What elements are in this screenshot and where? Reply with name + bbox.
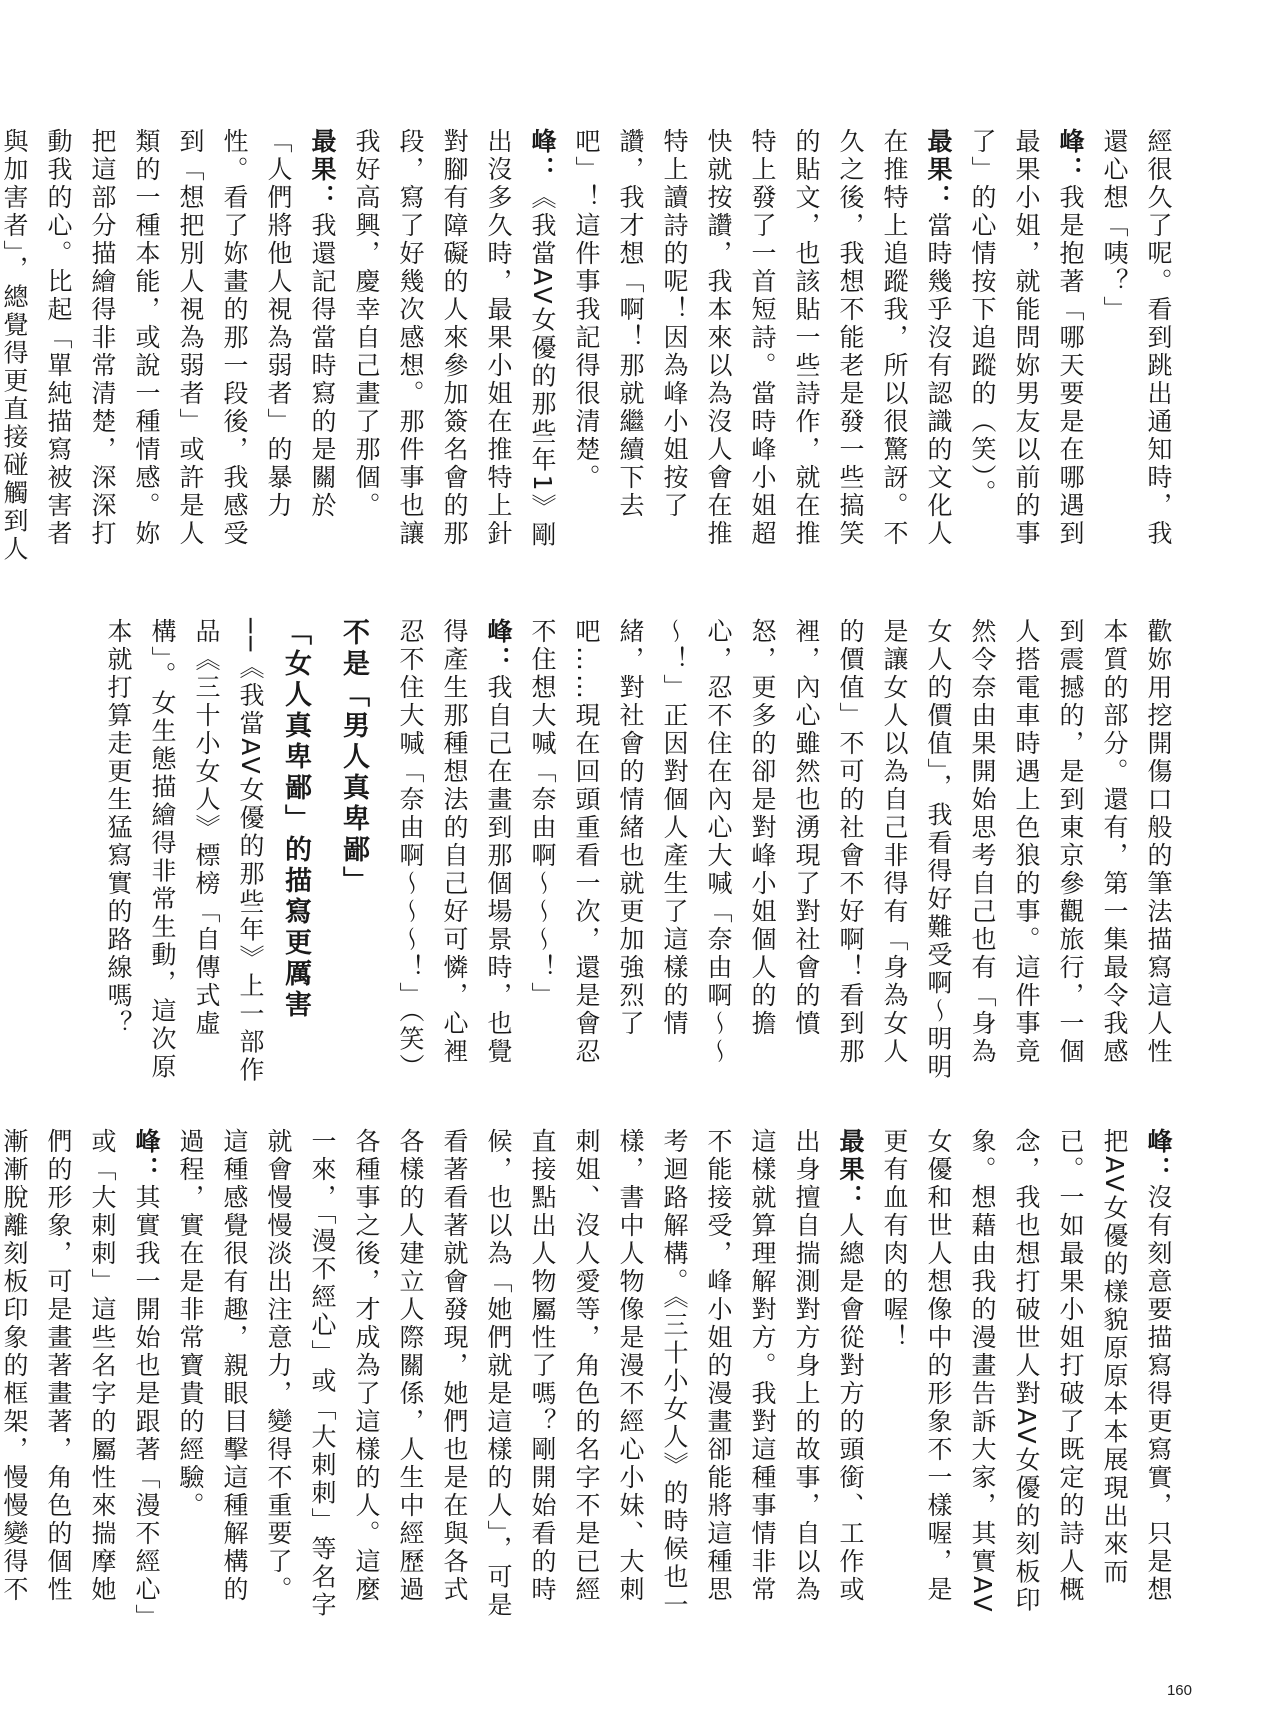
paragraph	[0, 128, 344, 568]
paragraph-text: 經很久了呢。看到跳出通知時，我還心想「咦？」	[1100, 128, 1173, 548]
speaker-label: 最果：	[924, 128, 953, 212]
paragraph-text: 沒有刻意要描寫得更寫實，只是想把AV女優的樣貌原原本本展現出來而已。一如最果小姐打破了既定的詩人概念，我也想打破世人對AV女優的刻板印象。想藉由我的漫畫告訴大家，其實AV女優和世人想像中的形象不一樣喔，是更有血有肉的喔！	[880, 1128, 1173, 1615]
speaker-label: 峰：	[1056, 128, 1085, 184]
paragraph	[872, 1128, 1180, 1628]
paragraph-text: 人總是會從對方的頭銜、工作或出身擅自揣測對方身上的故事，自以為這樣就算理解對方。我對這種事情非常不能接受，峰小姐的漫畫卻能將這種思考迴路解構。《三十小女人》的時候也一樣，書中人物像是漫不經心小妹、大刺刺姐、沒人愛等，角色的名字不是已經直接點出人物屬性了嗎？剛開始看的時候，也以為「她們就是這樣的人」，可是看著看著就會發現，她們也是在與各式各樣的人建立人際關係，人生中經歷過各種事之後，才成為了這樣的人。這麼一來，「漫不經心」或「大刺刺」等名字就會慢慢淡出注意力，變得不重要了。這種感覺很有趣，親眼目擊這種解構的過程，實在是非常寶貴的經驗。	[176, 1128, 865, 1620]
paragraph-text: 我還記得當時寫的是關於「人們將他人視為弱者」的暴力性。看了妳畫的那一段後，我感受到「想把別人視為弱者」或許是人類的一種本能，或說一種情感。妳把這部分描繪得非常清楚，深深打動我的心。比起「單純描寫被害者與加害者」，總覺得更直接碰觸到人	[0, 128, 337, 564]
paragraph	[960, 128, 1092, 568]
text-block-top	[0, 128, 1180, 568]
paragraph-text: 歡妳用挖開傷口般的筆法描寫這人性本質的部分。還有，第一集最令我感到震撼的，是到東京參觀旅行，一個人搭電車時遇上色狼的事。這件事竟然令奈由果開始思考自己也有「身為女人的價值」，我看得好難受啊～明明是讓女人以為自己非得有「身為女人的價值」不可的社會不好啊！看到那裡，內心雖然也湧現了對社會的憤怒，更多的卻是對峰小姐個人的擔心，忍不住在內心大喊「奈由啊～～～！」正因對個人產生了這樣的情緒，對社會的情緒也就更加強烈了吧……現在回頭重看一次，還是會忍不住想大喊「奈由啊～～～！」	[528, 618, 1173, 1082]
paragraph-text: 《我當AV女優的那些年1》剛出沒多久時，最果小姐在推特上針對腳有障礙的人來參加簽名會的那段，寫了好幾次感想。那件事也讓我好高興，慶幸自己畫了那個。	[352, 128, 557, 550]
paragraph	[168, 1128, 872, 1628]
page-number: 160	[1166, 1682, 1192, 1699]
text-block-middle	[104, 618, 1180, 1086]
section-heading: 「女人真卑鄙」的描寫更厲害	[280, 618, 311, 1021]
speaker-label: 峰：	[484, 618, 513, 674]
speaker-label: 最果：	[308, 128, 337, 212]
paragraph-text: 當時幾乎沒有認識的文化人在推特上追蹤我，所以很驚訝。不久之後，我想不能老是發一些搞笑的貼文，也該貼一些詩作，就在推特上發了一首短詩。當時峰小姐超快就按讚，我本來以為沒人會在推特上讀詩的呢！因為峰小姐按了讚，我才想「啊！那就繼續下去吧」！這件事我記得很清楚。	[572, 128, 953, 548]
speaker-label: 峰：	[132, 1128, 161, 1184]
interviewer-question: ──《我當AV女優的那些年》上一部作品《三十小女人》標榜「自傳式虛構」。女生態描繪得非常生動，這次原本就打算走更生猛寫實的路線嗎？	[104, 618, 265, 1085]
text-block-bottom	[0, 1128, 1180, 1628]
paragraph-text: 其實我一開始也是跟著「漫不經心」或「大刺刺」這些名字的屬性來揣摩她們的形象，可是畫著畫著，角色的個性漸漸脫離刻板印象的框架，慢慢變得不	[0, 1128, 161, 1620]
paragraph-text: 我自己在畫到那個場景時，也覺得產生那種想法的自己好可憐，心裡忍不住大喊「奈由啊～～～！」（笑）	[396, 618, 513, 1082]
paragraph	[0, 1128, 168, 1628]
paragraph	[1092, 128, 1180, 568]
speaker-label: 峰：	[528, 128, 557, 184]
paragraph-text: 我是抱著「哪天要是在哪遇到最果小姐，就能問妳男友以前的事了」的心情按下追蹤的（笑）。	[968, 128, 1085, 548]
paragraph	[388, 618, 520, 1086]
speaker-label: 峰：	[1144, 1128, 1173, 1184]
paragraph	[564, 128, 960, 568]
speaker-label: 最果：	[836, 1128, 865, 1212]
section-heading: 不是「男人真卑鄙」	[338, 618, 369, 897]
paragraph	[520, 618, 1180, 1086]
paragraph	[344, 128, 564, 568]
